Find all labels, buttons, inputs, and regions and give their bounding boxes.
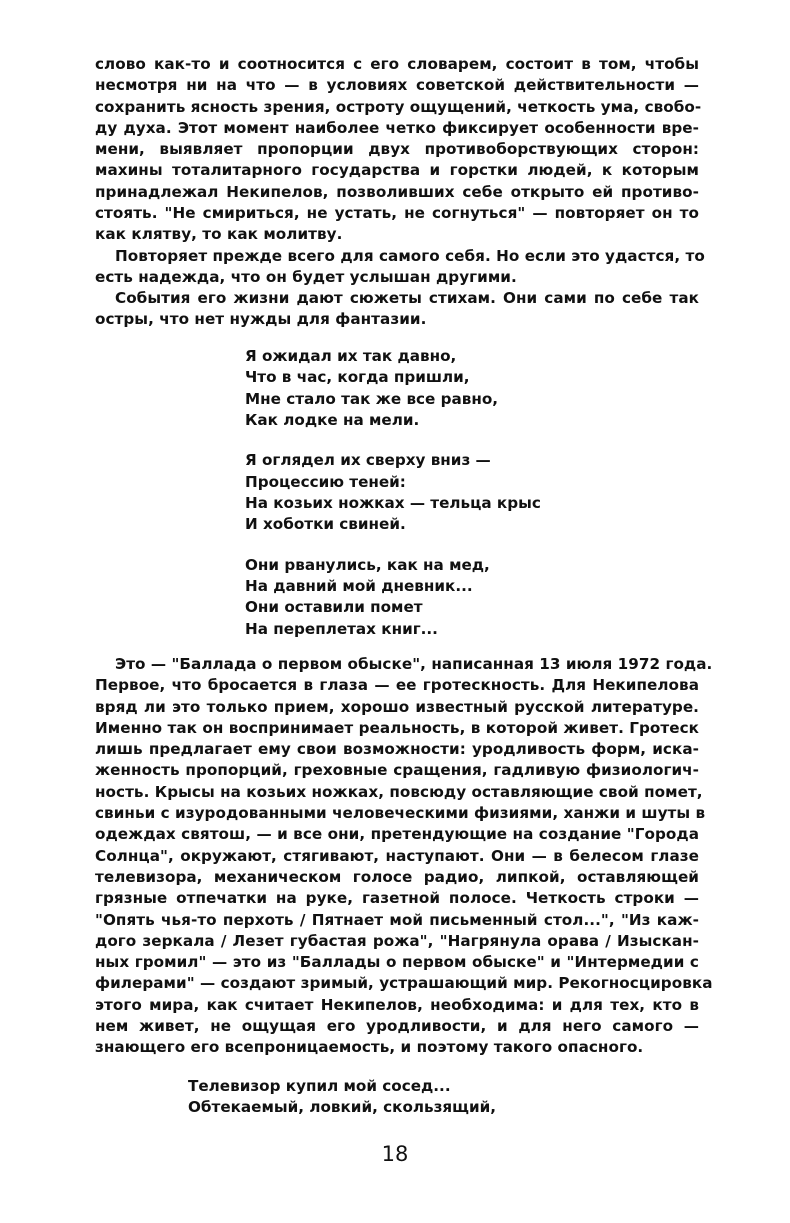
text-line: Повторяет прежде всего для самого себя. Но если это удастся, то — [115, 247, 705, 265]
poem-line: Телевизор купил мой сосед... — [188, 1077, 451, 1095]
stanza — [245, 346, 541, 431]
poem-line: Как лодке на мели. — [245, 410, 420, 429]
text-line: как клятву, то как молитву. — [95, 225, 343, 244]
poem-ballad-first-search — [245, 346, 541, 640]
text-line: свиньи с изуродованными человеческими физиями, ханжи и шуты в — [95, 804, 706, 823]
text-line: женность пропорций, греховные сращения, гадливую физиологич- — [95, 761, 699, 780]
poem-line: Обтекаемый, ловкий, скользящий, — [188, 1098, 497, 1117]
poem-line: На давний мой дневник... — [245, 576, 473, 595]
poem-television — [188, 1076, 496, 1119]
text-line: ду духа. Этот момент наиболее четко фиксирует особенности вре- — [95, 118, 699, 137]
text-line: филерами" — создают зримый, устрашающий мир. Рекогносцировка — [95, 974, 713, 993]
text-line: остры, что нет нужды для фантазии. — [95, 310, 427, 329]
text-line: Солнца", окружают, стягивают, наступают. Они — в белесом глазе — [95, 846, 699, 865]
stanza — [245, 450, 541, 535]
text-line: лишь предлагает ему свои возможности: уродливость форм, иска- — [95, 740, 699, 759]
text-line: слово как-то и соотносится с его словарем, состоит в том, чтобы — [95, 55, 699, 73]
paragraph-1 — [95, 54, 702, 246]
paragraph-2 — [95, 246, 705, 289]
poem-line: На переплетах книг... — [245, 619, 438, 638]
text-line: махины тоталитарного государства и горстки людей, к которым — [95, 161, 699, 180]
text-line: ность. Крысы на козьих ножках, повсюду оставляющие свой помет, — [95, 782, 703, 801]
poem-line: Они оставили помет — [245, 598, 423, 617]
text-line: нем живет, не ощущая его уродливости, и для него самого — — [95, 1017, 699, 1036]
poem-line: Что в час, когда пришли, — [245, 368, 470, 387]
text-line: стоять. "Не смириться, не устать, не согнуться" — повторяет он то — [95, 204, 699, 223]
text-line: несмотря ни на что — в условиях советской действительности — — [95, 76, 699, 95]
page-number: 18 — [381, 1142, 409, 1166]
text-line: вряд ли это только прием, хорошо известный русской литературе. — [95, 697, 699, 716]
paragraph-3 — [95, 288, 699, 331]
text-line: телевизора, механическом голосе радио, липкой, оставляющей — [95, 867, 699, 886]
poem-line: Я оглядел их сверху вниз — — [245, 451, 491, 470]
text-line: принадлежал Некипелов, позволивших себе открыто ей противо- — [95, 182, 699, 201]
text-line: "Опять чья-то перхоть / Пятнает мой письменный стол...", "Из каж- — [95, 910, 699, 929]
poem-line: Мне стало так же все равно, — [245, 389, 499, 408]
text-line: одеждах святош, — и все они, претендующие на создание "Города — [95, 825, 699, 844]
text-line: дого зеркала / Лезет губастая рожа", "Нагрянула орава / Изыскан- — [95, 931, 699, 950]
paragraph-4 — [95, 654, 713, 1059]
text-line: знающего его всепроницаемость, и поэтому такого опасного. — [95, 1038, 644, 1057]
poem-line: Процессию теней: — [245, 472, 406, 491]
text-line: грязные отпечатки на руке, газетной полосе. Четкость строки — — [95, 889, 699, 908]
text-line: мени, выявляет пропорции двух противоборствующих сторон: — [95, 140, 699, 159]
text-line: есть надежда, что он будет услышан другими. — [95, 268, 517, 287]
text-line: этого мира, как считает Некипелов, необходима: и для тех, кто в — [95, 995, 699, 1014]
poem-line: И хоботки свиней. — [245, 515, 406, 534]
text-line: События его жизни дают сюжеты стихам. Они сами по себе так — [115, 289, 699, 307]
text-line: сохранить ясность зрения, остроту ощущений, четкость ума, свобо- — [95, 97, 702, 116]
poem-line: Я ожидал их так давно, — [245, 347, 457, 365]
text-line: Это — "Баллада о первом обыске", написанная 13 июля 1972 года. — [115, 655, 713, 673]
stanza — [245, 555, 541, 640]
text-line: Именно так он воспринимает реальность, в которой живет. Гротеск — [95, 718, 699, 737]
text-line: Первое, что бросается в глаза — ее гротескность. Для Некипелова — [95, 676, 699, 695]
text-line: ных громил" — это из "Баллады о первом обыске" и "Интермедии с — [95, 953, 699, 972]
poem-line: На козьих ножках — тельца крыс — [245, 493, 541, 512]
poem-line: Они рванулись, как на мед, — [245, 555, 490, 574]
